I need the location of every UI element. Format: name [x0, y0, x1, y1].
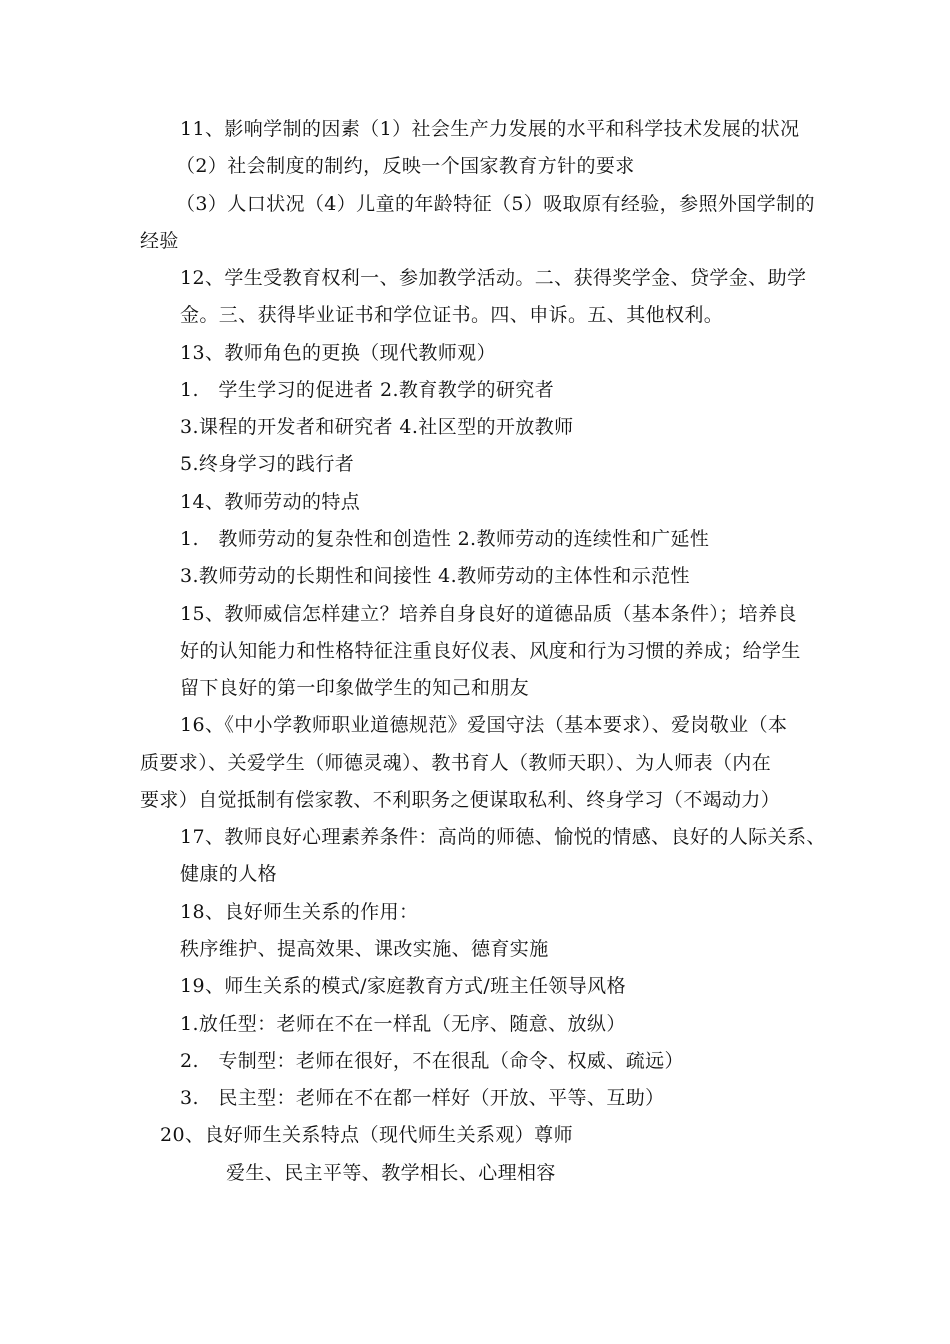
text-line: 金。三、获得毕业证书和学位证书。四、申诉。五、其他权利。	[180, 304, 724, 326]
text-line: （3）人口状况（4）儿童的年龄特征（5）吸取原有经验，参照外国学制的	[176, 193, 815, 215]
text-line: 17、教师良好心理素养条件：高尚的师德、愉悦的情感、良好的人际关系、	[180, 826, 826, 848]
text-line: 1. 学生学习的促进者 2.教育教学的研究者	[180, 379, 555, 401]
text-line: 2. 专制型：老师在很好，不在很乱（命令、权威、疏远）	[180, 1050, 684, 1072]
text-line: 18、良好师生关系的作用：	[180, 901, 419, 923]
text-line: 15、教师威信怎样建立？培养自身良好的道德品质（基本条件）；培养良	[180, 603, 797, 625]
text-line: 19、师生关系的模式/家庭教育方式/班主任领导风格	[180, 975, 626, 997]
text-line: 5.终身学习的践行者	[180, 453, 355, 475]
text-line: 质要求）、关爱学生（师德灵魂）、教书育人（教师天职）、为人师表（内在	[140, 752, 772, 774]
text-line: 11、影响学制的因素（1）社会生产力发展的水平和科学技术发展的状况	[180, 118, 800, 140]
text-line: 3.教师劳动的长期性和间接性 4.教师劳动的主体性和示范性	[180, 565, 690, 587]
text-line: 爱生、民主平等、教学相长、心理相容	[226, 1162, 556, 1184]
text-line: 经验	[140, 230, 179, 252]
text-line: 20、良好师生关系特点（现代师生关系观）尊师	[160, 1124, 573, 1146]
text-line: 健康的人格	[180, 863, 278, 885]
text-line: 好的认知能力和性格特征注重良好仪表、风度和行为习惯的养成；给学生	[180, 640, 801, 662]
text-line: 14、教师劳动的特点	[180, 491, 361, 513]
text-line: 秩序维护、提高效果、课改实施、德育实施	[180, 938, 549, 960]
text-line: 12、学生受教育权利一、参加教学活动。二、获得奖学金、贷学金、助学	[180, 267, 807, 289]
text-line: 16、《中小学教师职业道德规范》爱国守法（基本要求）、爱岗敬业（本	[180, 714, 788, 736]
text-line: （2）社会制度的制约，反映一个国家教育方针的要求	[176, 155, 635, 177]
text-line: 1.放任型：老师在不在一样乱（无序、随意、放纵）	[180, 1013, 626, 1035]
text-line: 留下良好的第一印象做学生的知己和朋友	[180, 677, 530, 699]
text-line: 要求）自觉抵制有偿家教、不利职务之便谋取私利、终身学习（不竭动力）	[140, 789, 781, 811]
text-line: 3.课程的开发者和研究者 4.社区型的开放教师	[180, 416, 574, 438]
text-line: 1. 教师劳动的复杂性和创造性 2.教师劳动的连续性和广延性	[180, 528, 710, 550]
text-line: 13、教师角色的更换（现代教师观）	[180, 342, 496, 364]
text-line: 3. 民主型：老师在不在都一样好（开放、平等、互助）	[180, 1087, 665, 1109]
